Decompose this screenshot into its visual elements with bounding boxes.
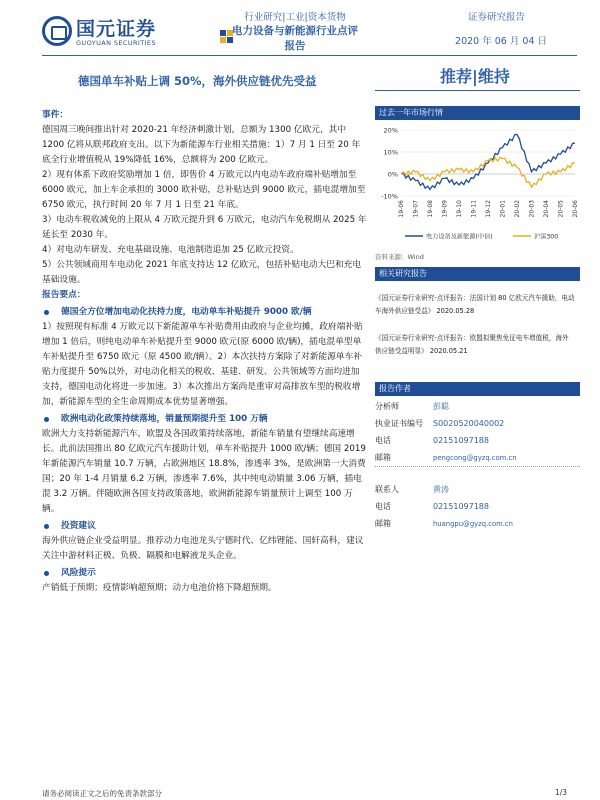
report-date: 2020.05.28	[436, 307, 475, 315]
report-item: 《国元证券行业研究-点评报告：欧盟拟聚焦免征电车增值税，海外供应链受益明显》 2020.05.21	[375, 334, 569, 355]
phone-row: 电话 02151097188	[375, 436, 489, 445]
key-point-body: 产销低于预期；疫情影响超预期；动力电池价格下降超预期。	[42, 583, 277, 593]
report-date: 2020 年 06 月 04 日	[455, 36, 547, 47]
header-title: 电力设备与新能源行业点评	[232, 25, 358, 37]
company-logo	[42, 14, 192, 50]
x-tick-label: 19-06	[398, 200, 405, 218]
report-item: 《国元证券行业研究-点评报告：法国计划 80 亿欧元汽车援助，电动车海外供应链受益》 2020.05.28	[375, 294, 575, 315]
x-tick-label: 20-06	[572, 200, 579, 218]
header-title-line2: 报告	[284, 40, 306, 52]
logo-cn: 国元证券	[76, 18, 157, 40]
x-tick-label: 19-10	[456, 200, 463, 218]
event-heading: 事件：	[42, 110, 69, 120]
event-paragraph: 2）现有体系下政府奖励增加 1 倍，即售价 4 万欧元以内电动车政府端补贴增加至 6000 欧元，加上车企承担的 3000 欧补贴，总补贴达到 9000 欧元，插电混增加至 6750 欧元，执行时间 20 年 7 月 1 日至 21 年底。	[42, 170, 366, 210]
event-paragraph: 5）公共领域商用车电动化 2021 年底支持达 12 亿欧元，包括补贴电动大巴和充电基础设施。	[42, 260, 362, 285]
bullet-dot-icon	[44, 310, 49, 315]
chart-heading: 过去一年市场行情	[375, 106, 580, 120]
logo-en: GUOYUAN SECURITIES	[76, 39, 156, 47]
event-paragraph: 3）电动车税收减免的上限从 4 万欧元提升到 6 万欧元，电动汽车免税期从 2025 年延长至 2030 年。	[42, 215, 367, 240]
rating-divider	[375, 90, 580, 91]
logo-mark-icon	[42, 16, 72, 46]
x-tick-label: 19-07	[412, 200, 420, 218]
contact-email-row: 邮箱 huangpu@gyzq.com.cn	[375, 519, 513, 528]
x-tick-label: 19-12	[485, 200, 492, 218]
key-point	[42, 566, 367, 596]
x-tick-label: 20-01	[499, 200, 507, 218]
header-category: 行业研究|工业|资本货物	[244, 12, 346, 23]
x-tick-label: 20-05	[557, 200, 565, 218]
main-body	[42, 108, 367, 596]
event-paragraph: 4）对电动车研发、充电基础设施、电池制造追加 25 亿欧元投资。	[42, 245, 299, 255]
analyst-license: S0020520040002	[433, 419, 505, 428]
main-title: 德国单车补贴上调 50%，海外供应链优先受益	[78, 74, 317, 88]
x-tick-label: 20-04	[543, 200, 550, 218]
contact-phone-row: 电话 02151097188	[375, 502, 489, 511]
rating: 推荐|维持	[440, 67, 510, 86]
key-point	[42, 305, 367, 410]
analyst-row: 分析师 彭聪	[375, 402, 449, 411]
contact-name: 黄涛	[433, 485, 449, 494]
contact-row: 联系人 黄涛	[375, 485, 449, 494]
x-tick-label: 19-09	[441, 200, 449, 218]
x-tick-label: 19-11	[470, 200, 478, 218]
analyst-phone: 02151097188	[433, 436, 489, 445]
key-points-heading: 报告要点：	[42, 290, 86, 300]
bullet-dot-icon	[44, 417, 49, 422]
legend-label: 电力设备及新能源(中信)	[426, 233, 493, 241]
license-row: 执业证书编号 S0020520040002	[375, 419, 505, 428]
x-tick-label: 20-02	[514, 200, 521, 218]
analyst-email[interactable]: pengcong@gyzq.com.cn	[433, 453, 517, 462]
market-chart	[375, 124, 580, 249]
event-paragraph: 德国周三晚间推出针对 2020-21 年经济刺激计划，总额为 1300 亿欧元，其中 1200 亿将从联邦政府支出。以下为新能源车行业相关措施：1）7 月 1 日至 20 年底全行业增值税从 19%降低 16%，总额将为 200 亿欧元。	[42, 125, 361, 165]
legend-label: 沪深300	[534, 233, 559, 241]
key-point-body: 1）按照现有标准 4 万欧元以下新能源单车补贴费用由政府与企业均摊，政府端补贴增加 1 倍后，则纯电动单车补贴提升至 9000 欧元(原 6000 欧/辆)，插电混单型单车补贴提升至 6750 欧元（原 4500 欧/辆）。2）本次扶持方案除了对新能源单车补贴力度提升 50%以外，对电动化相关的税收、基建、研发、公共领域等方面均进加支持，德国电动化将进一步加速。3）本次推出方案尚是重审对高排放车型的税收增加，新能源车型的全生命周期成本优势显著增强。	[42, 322, 363, 407]
y-tick-label: 20%	[383, 126, 398, 135]
key-point-body: 欧洲大力支持新能源汽车，欧盟及各国政策持续落地，新能车销量有望继续高速增长。此前法国推出 80 亿欧元汽车援助计划，单车补贴提升 1000 欧/辆；德国 2019 年新能源汽车销量 10.7 万辆，占欧洲地区 18.8%，渗透率 3%，是欧洲第一大消费国；20 年 1-4 月销量 6.2 万辆，渗透率 7.6%，其中纯电动销量 3.06 万辆，插电混 3.2 万辆。伴随欧洲各国支持政策落地，欧洲新能源车销量预计上调至 100 万辆。	[42, 429, 366, 514]
series-line	[401, 134, 575, 189]
chart-source: 资料来源：Wind	[375, 253, 424, 261]
footer-disclaimer: 请务必阅读正文之后的免责条款部分	[42, 789, 162, 798]
reports-heading: 相关研究报告	[375, 267, 580, 281]
report-date: 2020.05.21	[429, 347, 468, 355]
key-point	[42, 519, 367, 564]
contact-phone: 02151097188	[433, 502, 489, 511]
header-divider	[42, 55, 577, 56]
author-heading: 报告作者	[375, 382, 580, 396]
key-point-title: 德国全方位增加电动化扶持力度，电动单车补贴提升 9000 欧/辆	[61, 307, 312, 317]
key-point-title: 风险提示	[61, 568, 96, 578]
x-tick-label: 19-08	[427, 200, 434, 218]
bullet-dot-icon	[44, 571, 49, 576]
key-point-title: 欧洲电动化政策持续落地，销量预期提升至 100 万辆	[61, 414, 268, 424]
bullet-dot-icon	[44, 524, 49, 529]
report-type: 证券研究报告	[468, 12, 526, 23]
email-row: 邮箱 pengcong@gyzq.com.cn	[375, 449, 580, 467]
contact-email[interactable]: huangpu@gyzq.com.cn	[433, 519, 513, 528]
analyst-name: 彭聪	[433, 402, 449, 411]
author-block	[375, 398, 580, 532]
x-tick-label: 20-03	[528, 200, 536, 218]
key-point-title: 投资建议	[61, 521, 96, 531]
y-tick-label: 10%	[383, 148, 398, 157]
key-point-body: 海外供应链企业受益明显。推荐动力电池龙头宁德时代、亿纬锂能、国轩高科，建议关注中游材料正极、负极、隔膜和电解液龙头企业。	[42, 536, 364, 561]
y-tick-label: 0%	[387, 170, 398, 179]
related-reports	[375, 292, 575, 372]
y-tick-label: -10%	[381, 192, 398, 201]
page-number: 1/3	[555, 788, 568, 797]
key-point	[42, 412, 367, 517]
